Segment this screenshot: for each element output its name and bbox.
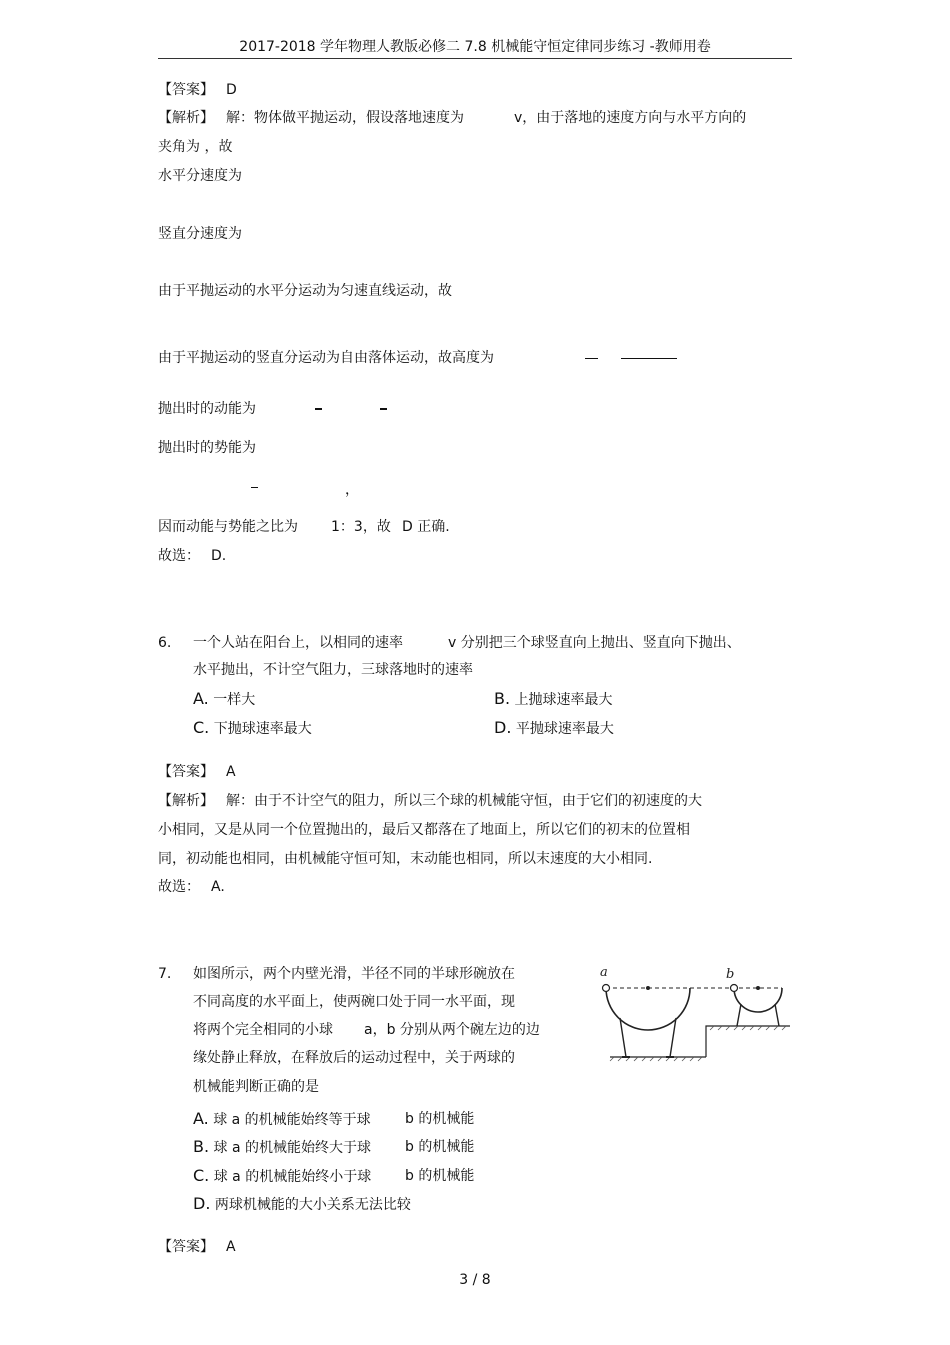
option-text: 球 a 的机械能始终大于球 [213,1140,371,1156]
fraction-bar [621,358,677,359]
bowls-diagram [596,962,796,1062]
q6-stem-line1: 一个人站在阳台上，以相同的速率 [193,635,403,651]
q7-stem-line2: 不同高度的水平面上，使两碗口处于同一水平面，现 [193,994,515,1010]
q5-ratio-conclusion: D 正确. [402,519,450,535]
q5-analysis-v: v，由于落地的速度方向与水平方向的 [514,110,747,126]
q5-answer-value: D [226,82,237,98]
q5-ratio-text: 因而动能与势能之比为 [158,519,298,535]
q6-choose-value: A. [211,879,225,895]
q5-horizontal-velocity: 水平分速度为 [158,168,242,184]
option-text: 平抛球速率最大 [515,721,614,737]
option-text: 两球机械能的大小关系无法比较 [214,1197,411,1213]
q6-option-a [193,689,255,710]
q5-comma: ， [345,482,359,498]
option-text: 上抛球速率最大 [514,692,613,708]
header-divider [158,58,792,59]
q5-uniform-motion: 由于平抛运动的水平分运动为匀速直线运动，故 [158,283,452,299]
option-text: 一样大 [213,692,256,708]
q5-analysis-line2: 夹角为 ，故 [158,139,233,155]
q5-free-fall: 由于平抛运动的竖直分运动为自由落体运动，故高度为 [158,350,494,366]
option-letter: B. [494,689,511,708]
q7-option-b [193,1137,371,1158]
q5-choose-label: 故选： [158,548,200,564]
q7-stem-line5: 机械能判断正确的是 [193,1079,319,1095]
q5-analysis-label: 【解析】 [158,110,214,126]
option-letter: A. [193,689,209,708]
option-letter: B. [193,1137,210,1156]
q5-choose-value: D. [211,548,227,564]
option-letter: D. [193,1194,211,1213]
q6-option-d [494,718,614,739]
q6-answer-value: A [226,764,236,780]
q7-stem-line3a: 将两个完全相同的小球 [193,1022,333,1038]
option-text: 下抛球速率最大 [213,721,312,737]
q7-number: 7. [158,966,172,982]
option-letter: C. [193,718,210,737]
page-number: 3 / 8 [459,1272,491,1288]
q5-analysis-line1: 解：物体做平抛运动，假设落地速度为 [226,110,464,126]
q7-option-a [193,1109,371,1130]
q6-analysis-line1: 解：由于不计空气的阻力，所以三个球的机械能守恒，由于它们的初速度的大 [226,793,702,809]
q7-answer-value: A [226,1239,236,1255]
option-text: 球 a 的机械能始终小于球 [213,1169,372,1185]
option-letter: C. [193,1166,210,1185]
q7-stem-line1: 如图所示，两个内壁光滑，半径不同的半球形碗放在 [193,966,515,982]
q7-stem-line3b: a，b 分别从两个碗左边的边 [364,1022,540,1038]
q7-option-c [193,1166,371,1187]
q6-stem-line2: 水平抛出，不计空气阻力，三球落地时的速率 [193,662,473,678]
q5-vertical-velocity: 竖直分速度为 [158,226,242,242]
q5-ratio-value: 1：3，故 [331,519,391,535]
q5-kinetic-energy: 抛出时的动能为 [158,401,256,417]
q5-potential-energy: 抛出时的势能为 [158,440,256,456]
q7-stem-line4: 缘处静止释放，在释放后的运动过程中，关于两球的 [193,1050,515,1066]
q6-option-c [193,718,312,739]
fraction-bar [315,408,322,410]
q6-answer-label: 【答案】 [158,764,214,780]
q6-analysis-line3: 同，初动能也相同，由机械能守恒可知，末动能也相同，所以末速度的大小相同. [158,851,653,867]
fraction-bar [380,408,387,410]
page-header: 2017-2018 学年物理人教版必修二 7.8 机械能守恒定律同步练习 -教师用卷 [239,39,711,55]
option-letter: D. [494,718,512,737]
ball-b-label: b [726,967,735,982]
option-text-tail: b 的机械能 [405,1111,475,1127]
ball-a-label: a [600,965,608,980]
q7-option-d [193,1194,411,1215]
fraction-bar [251,487,258,488]
q6-stem-line1b: v 分别把三个球竖直向上抛出、竖直向下抛出、 [448,635,741,651]
option-text: 球 a 的机械能始终等于球 [213,1112,371,1128]
q6-analysis-line2: 小相同，又是从同一个位置抛出的，最后又都落在了地面上，所以它们的初末的位置相 [158,822,690,838]
q7-answer-label: 【答案】 [158,1239,214,1255]
option-letter: A. [193,1109,209,1128]
q6-choose-label: 故选： [158,879,200,895]
q6-analysis-label: 【解析】 [158,793,214,809]
fraction-bar [585,358,598,359]
q6-number: 6. [158,635,172,651]
q5-answer-label: 【答案】 [158,82,214,98]
option-text-tail: b 的机械能 [405,1168,475,1184]
option-text-tail: b 的机械能 [405,1139,475,1155]
q6-option-b [494,689,613,710]
